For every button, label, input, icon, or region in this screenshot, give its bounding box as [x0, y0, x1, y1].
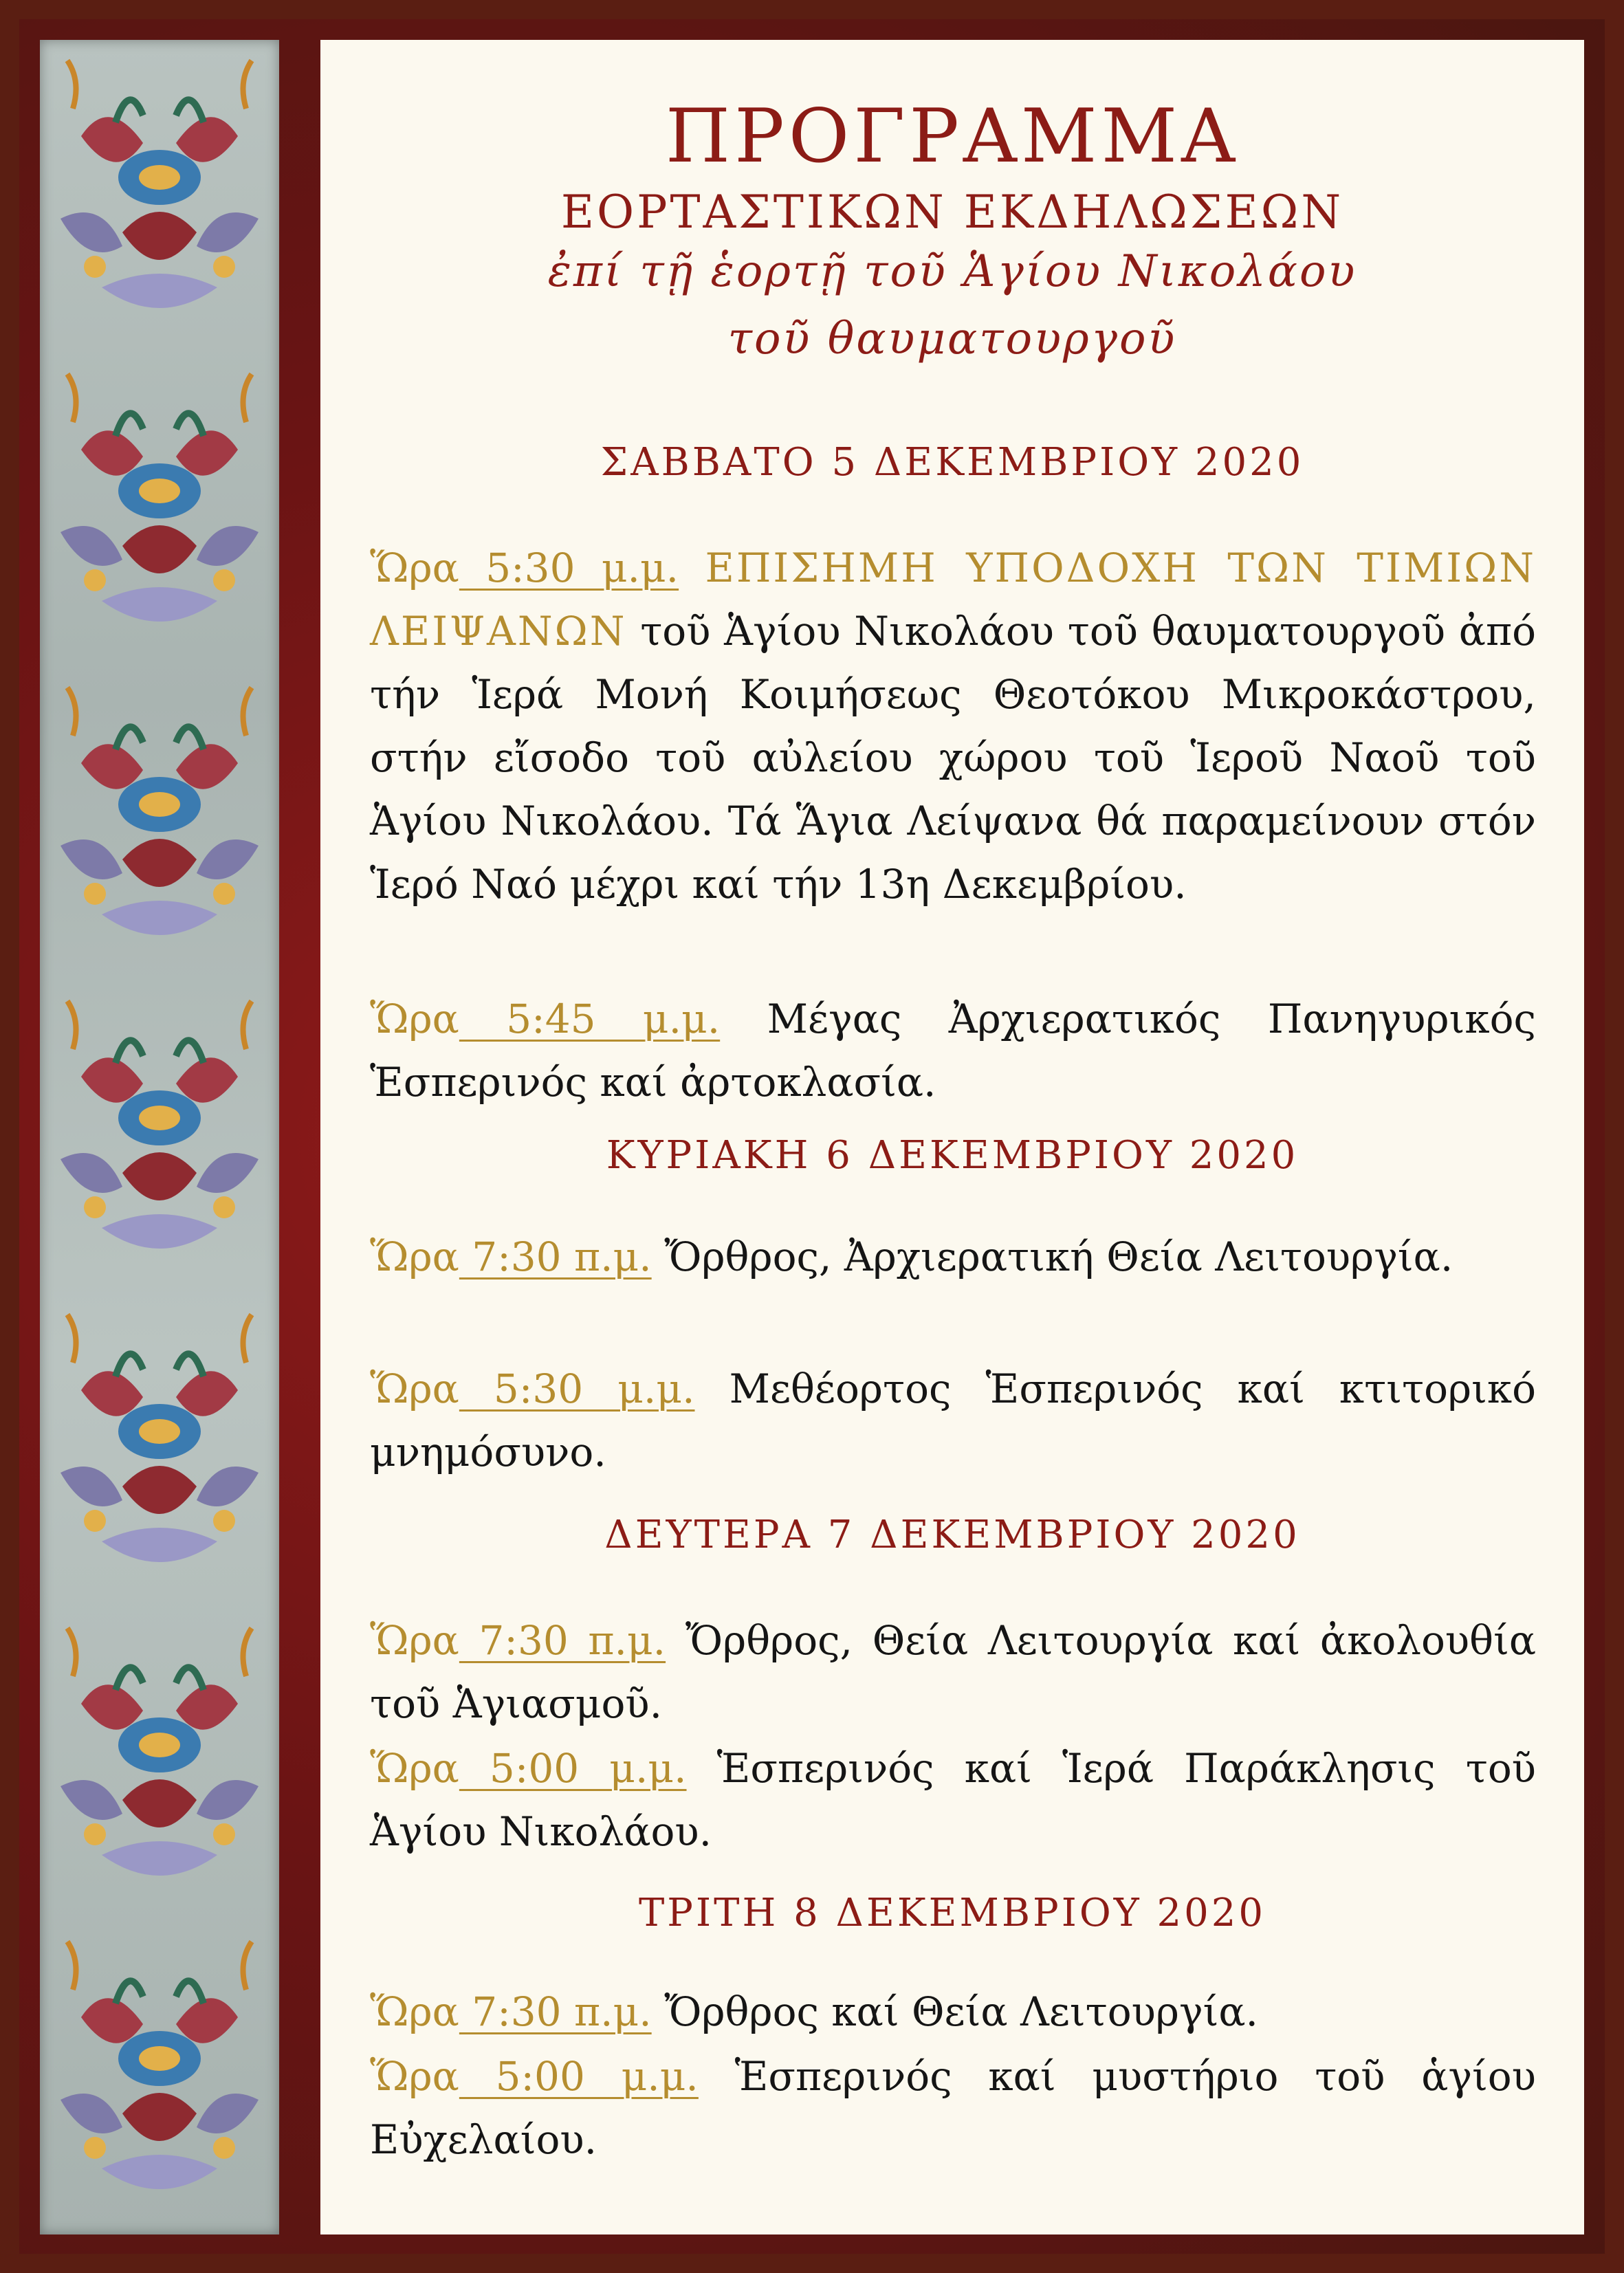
program-panel [320, 40, 1584, 2234]
event-time: 5:00 μ.μ. [459, 2053, 699, 2100]
event-tuesday-1 [370, 1980, 1536, 2043]
event-time: 5:45 μ.μ. [459, 996, 721, 1042]
page-title: ΠΡΟΓΡΑΜΜΑ [665, 94, 1240, 179]
floral-ornament-icon [40, 667, 279, 978]
event-time: 5:30 μ.μ. [459, 545, 679, 591]
event-time: 7:30 π.μ. [459, 1617, 666, 1664]
event-sunday-2 [370, 1357, 1536, 1484]
hour-word: Ὥρα [370, 1745, 459, 1792]
hour-word: Ὥρα [370, 2053, 459, 2100]
ornamental-strip [40, 40, 279, 2234]
event-time: 7:30 π.μ. [459, 1988, 652, 2035]
event-text: Μέγας Ἀρχιερατικός Πανηγυρικός Ἑσπερινός καί ἀρτοκλασία. [370, 996, 1536, 1106]
hour-word: Ὥρα [370, 1988, 459, 2035]
event-monday-1 [370, 1609, 1536, 1735]
floral-ornament-icon [40, 980, 279, 1291]
floral-ornament-icon [40, 353, 279, 664]
event-tuesday-2 [370, 2045, 1536, 2171]
event-time: 5:30 μ.μ. [459, 1365, 695, 1412]
hour-word: Ὥρα [370, 996, 459, 1042]
hour-word: Ὥρα [370, 1365, 459, 1412]
feast-line-2: τοῦ θαυματουργοῦ [727, 314, 1177, 364]
floral-ornament-icon [40, 40, 279, 351]
event-monday-2 [370, 1737, 1536, 1863]
hour-word: Ὥρα [370, 1617, 459, 1664]
event-text: Ὄρθρος, Ἀρχιερατική Θεία Λειτουργία. [664, 1233, 1453, 1280]
page-subtitle: ΕΟΡΤΑΣΤΙΚΩΝ ΕΚΔΗΛΩΣΕΩΝ [560, 186, 1344, 239]
event-text: τοῦ Ἁγίου Νικολάου τοῦ θαυματουργοῦ ἀπό τήν Ἱερά Μονή Κοιμήσεως Θεοτόκου Μικροκάστρου, στήν εἴσοδο τοῦ αὐλείου χώρου τοῦ Ἱεροῦ Ναοῦ τοῦ Ἁγίου Νικολάου. Τά Ἅγια Λείψανα θά παραμείνουν στόν Ἱερό Ναό μέχρι καί τήν 13η Δεκεμβρίου. [370, 608, 1537, 908]
event-saturday-2 [370, 987, 1536, 1114]
event-text: Ὄρθρος καί Θεία Λειτουργία. [664, 1988, 1258, 2035]
hour-word: Ὥρα [370, 1233, 459, 1280]
feast-line: ἐπί τῇ ἑορτῇ τοῦ Ἁγίου Νικολάου [547, 246, 1357, 297]
floral-ornament-icon [40, 1294, 279, 1605]
day-heading-saturday: ΣΑΒΒΑΤΟ 5 ΔΕΚΕΜΒΡΙΟΥ 2020 [600, 440, 1304, 485]
floral-ornament-icon [40, 1921, 279, 2232]
event-text: Ἑσπερινός καί μυστήριο τοῦ ἁγίου Εὐχελαίου. [370, 2053, 1536, 2163]
event-highlight: ΕΠΙΣΗΜΗ ΥΠΟΔΟΧΗ ΤΩΝ ΤΙΜΙΩΝ ΛΕΙΨΑΝΩΝ [370, 545, 1536, 655]
floral-ornament-icon [40, 1607, 279, 1918]
event-text: Ἑσπερινός καί Ἱερά Παράκλησις τοῦ Ἁγίου Νικολάου. [370, 1745, 1536, 1855]
hour-word: Ὥρα [370, 545, 459, 591]
day-heading-sunday: ΚΥΡΙΑΚΗ 6 ΔΕΚΕΜΒΡΙΟΥ 2020 [606, 1133, 1299, 1178]
day-heading-tuesday: ΤΡΙΤΗ 8 ΔΕΚΕΜΒΡΙΟΥ 2020 [638, 1891, 1266, 1935]
event-sunday-1 [370, 1225, 1536, 1288]
event-saturday-1 [370, 536, 1536, 916]
event-text: Μεθέορτος Ἑσπερινός καί κτιτορικό μνημόσυνο. [370, 1365, 1536, 1475]
event-text: Ὄρθρος, Θεία Λειτουργία καί ἀκολουθία τοῦ Ἁγιασμοῦ. [370, 1617, 1537, 1727]
day-heading-monday: ΔΕΥΤΕΡΑ 7 ΔΕΚΕΜΒΡΙΟΥ 2020 [604, 1513, 1300, 1557]
event-time: 7:30 π.μ. [459, 1233, 652, 1280]
event-time: 5:00 μ.μ. [459, 1745, 687, 1792]
